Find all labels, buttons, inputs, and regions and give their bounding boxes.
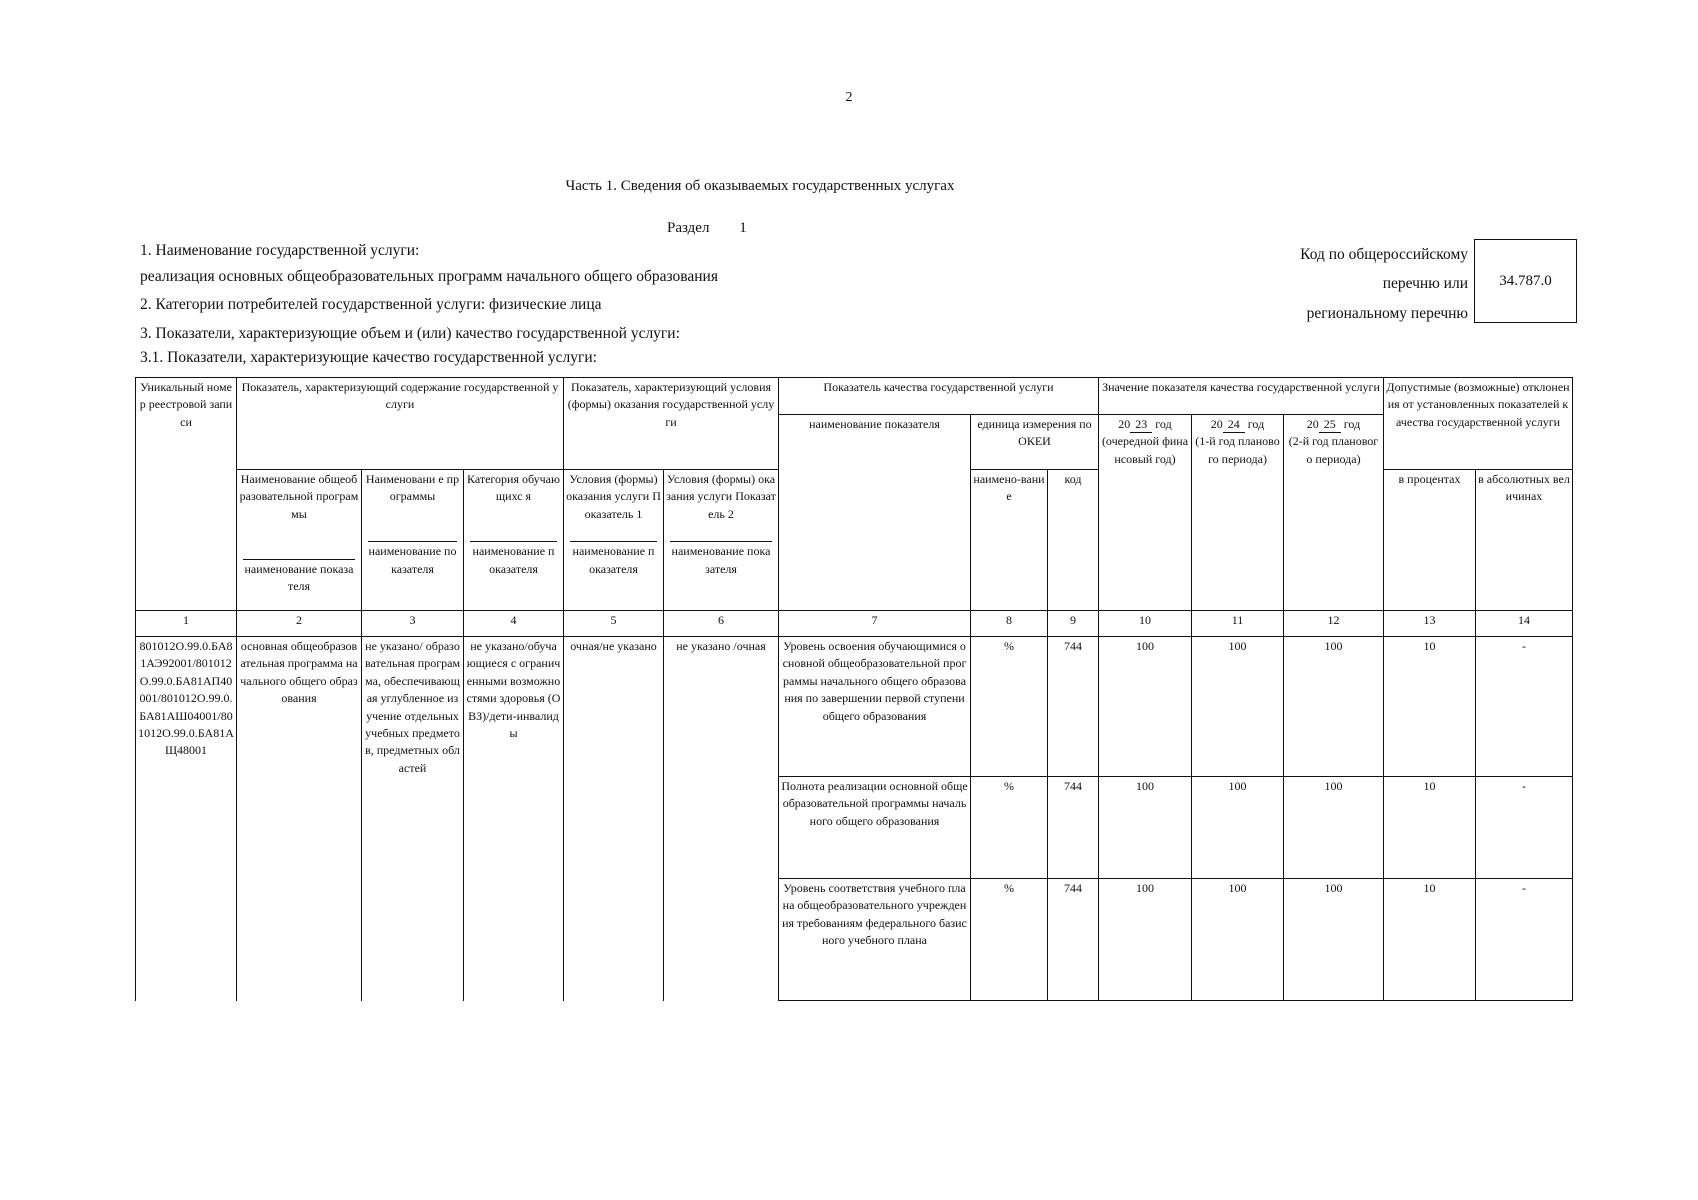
column-number: 7: [779, 611, 971, 637]
column-number: 3: [362, 611, 464, 637]
unique-registry-number: 801012О.99.0.БА81АЭ92001/801012О.99.0.БА81АП40001/801012О.99.0.БА81АШ04001/801012О.99.0.БА81АЩ48001: [136, 637, 237, 1001]
header-unit-code: код: [1048, 470, 1099, 611]
column-number: 5: [564, 611, 664, 637]
table-row: [136, 637, 1573, 777]
deviation-percent: 10: [1384, 879, 1476, 1001]
deviation-absolute: -: [1476, 777, 1573, 879]
deviation-percent: 10: [1384, 777, 1476, 879]
indicator-value-year-2: 100: [1192, 879, 1284, 1001]
column-number: 8: [971, 611, 1048, 637]
indicator-value-year-3: 100: [1284, 637, 1384, 777]
header-year-3: 20 25 год (2-й год планового периода): [1284, 415, 1384, 611]
column-number: 1: [136, 611, 237, 637]
header-content-indicator: Показатель, характеризующий содержание государственной услуги: [237, 378, 564, 470]
indicators-heading: 3. Показатели, характеризующие объем и (или) качество государственной услуги:: [140, 325, 680, 342]
column-number: 2: [237, 611, 362, 637]
year-2-note: (1-й год планового периода): [1195, 434, 1280, 466]
header-unit-okei: единица измерения по ОКЕИ: [971, 415, 1099, 470]
registry-code-box: 34.787.0: [1474, 239, 1577, 323]
indicator-value-year-1: 100: [1099, 879, 1192, 1001]
header-conditions-indicator: Показатель, характеризующий условия (формы) оказания государственной услуги: [564, 378, 779, 470]
header-indicator-name: наименование показателя: [779, 415, 971, 611]
program-value: не указано/ образовательная программа, обеспечивающая углубленное изучение отдельных учебных предметов, предметных областей: [362, 637, 464, 1001]
year-3-value: 25: [1319, 418, 1341, 433]
section-label: Раздел: [667, 220, 710, 236]
indicator-unit: %: [971, 879, 1048, 1001]
header-category: Категория обучающихс я наименование показателя: [464, 470, 564, 611]
column-number: 12: [1284, 611, 1384, 637]
header-unique-number: Уникальный номер реестровой записи: [136, 378, 237, 611]
column-number-row: [136, 611, 1573, 637]
header-year-2: 20 24 год (1-й год планового периода): [1192, 415, 1284, 611]
service-name-label: 1. Наименование государственной услуги:: [140, 242, 420, 259]
quality-indicators-table: [135, 377, 1573, 1001]
condition-1-value: очная/не указано: [564, 637, 664, 1001]
condition-2-value: не указано /очная: [664, 637, 779, 1001]
column-number: 13: [1384, 611, 1476, 637]
consumer-category: 2. Категории потребителей государственной услуги: физические лица: [140, 296, 602, 313]
indicator-name: Уровень освоения обучающимися основной общеобразовательной программы начального общего образования по завершении первой ступени общего образования: [779, 637, 971, 777]
header-program: Наименовани е программы наименование показателя: [362, 470, 464, 611]
code-label-line3: региональному перечню: [1306, 305, 1468, 322]
quality-indicators-heading: 3.1. Показатели, характеризующие качество государственной услуги:: [140, 349, 597, 366]
indicator-code: 744: [1048, 879, 1099, 1001]
year-3-note: (2-й год планового периода): [1288, 434, 1379, 466]
program-name-value: основная общеобразовательная программа начального общего образования: [237, 637, 362, 1001]
column-number: 14: [1476, 611, 1573, 637]
code-label-line1: Код по общероссийскому: [1300, 246, 1468, 263]
header-deviations: Допустимые (возможные) отклонения от установленных показателей качества государственной услуги: [1384, 378, 1573, 470]
column-number: 4: [464, 611, 564, 637]
deviation-absolute: -: [1476, 637, 1573, 777]
column-number: 9: [1048, 611, 1099, 637]
year-2-value: 24: [1223, 418, 1245, 433]
header-unit-name: наимено-вание: [971, 470, 1048, 611]
indicator-code: 744: [1048, 637, 1099, 777]
indicator-value-year-1: 100: [1099, 637, 1192, 777]
header-condition-1: Условия (формы) оказания услуги Показатель 1 наименование показателя: [564, 470, 664, 611]
indicator-value-year-2: 100: [1192, 777, 1284, 879]
section-heading: [667, 220, 747, 237]
category-value: не указано/обучающиеся с ограниченными возможностями здоровья (ОВЗ)/дети-инвалиды: [464, 637, 564, 1001]
indicator-name: Уровень соответствия учебного плана общеобразовательного учреждения требованиям федерального базисного учебного плана: [779, 879, 971, 1001]
header-quality-indicator: Показатель качества государственной услуги: [779, 378, 1099, 415]
year-1-note: (очередной финансовый год): [1101, 434, 1189, 466]
indicator-value-year-3: 100: [1284, 879, 1384, 1001]
header-program-name: Наименование общеобразовательной программы наименование показателя: [237, 470, 362, 611]
indicator-name: Полнота реализации основной общеобразовательной программы начального общего образования: [779, 777, 971, 879]
deviation-percent: 10: [1384, 637, 1476, 777]
column-number: 10: [1099, 611, 1192, 637]
service-name-value: реализация основных общеобразовательных программ начального общего образования: [140, 268, 718, 285]
indicator-unit: %: [971, 777, 1048, 879]
column-number: 11: [1192, 611, 1284, 637]
column-number: 6: [664, 611, 779, 637]
indicator-value-year-2: 100: [1192, 637, 1284, 777]
header-deviation-absolute: в абсолютных величинах: [1476, 470, 1573, 611]
part-title: Часть 1. Сведения об оказываемых государственных услугах: [565, 178, 955, 194]
section-number: 1: [739, 220, 747, 236]
indicator-value-year-1: 100: [1099, 777, 1192, 879]
page-number: 2: [845, 90, 853, 105]
indicator-value-year-3: 100: [1284, 777, 1384, 879]
indicator-unit: %: [971, 637, 1048, 777]
code-label-line2: перечню или: [1382, 275, 1468, 292]
header-deviation-percent: в процентах: [1384, 470, 1476, 611]
header-quality-values: Значение показателя качества государственной услуги: [1099, 378, 1384, 415]
year-1-value: 23: [1130, 418, 1152, 433]
header-year-1: 20 23 год (очередной финансовый год): [1099, 415, 1192, 611]
deviation-absolute: -: [1476, 879, 1573, 1001]
indicator-code: 744: [1048, 777, 1099, 879]
header-condition-2: Условия (формы) оказания услуги Показатель 2 наименование показателя: [664, 470, 779, 611]
